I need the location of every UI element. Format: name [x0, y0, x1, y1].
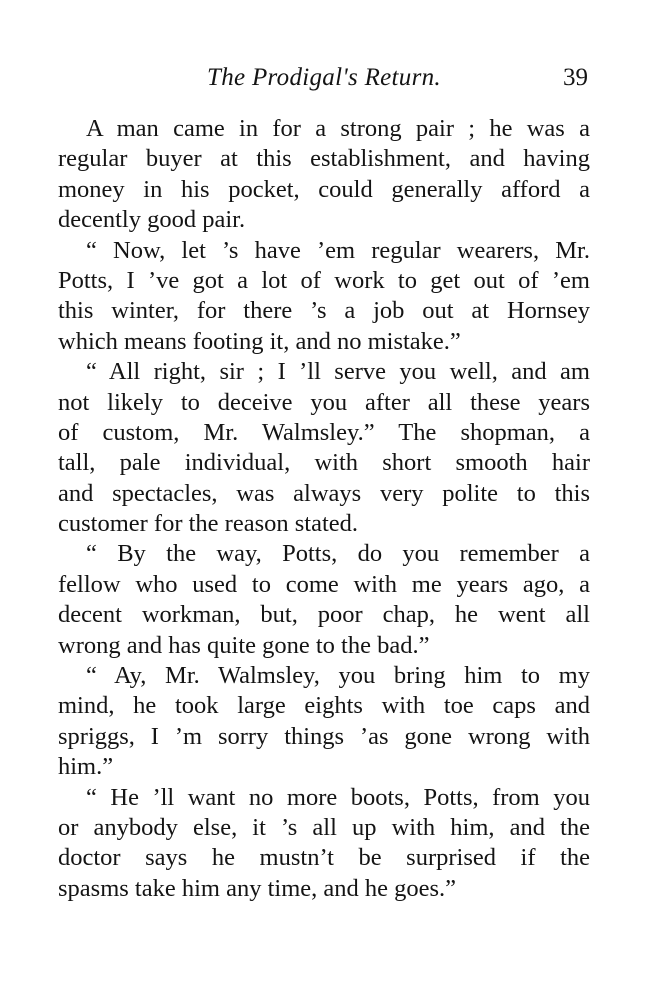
- text-line: “ By the way, Potts, do you remember a: [86, 540, 590, 568]
- text-line: decent workman, but, poor chap, he went all: [58, 601, 590, 629]
- text-line: decently good pair.: [58, 206, 246, 234]
- text-line: wrong and has quite gone to the bad.”: [58, 631, 430, 659]
- text-line: mind, he took large eights with toe caps and: [58, 692, 590, 720]
- text-line: which means footing it, and no mistake.”: [58, 327, 461, 355]
- text-line: and spectacles, was always very polite to this: [58, 479, 590, 507]
- text-line: not likely to deceive you after all these years: [58, 388, 590, 416]
- text-line: Potts, I ’ve got a lot of work to get out of ’em: [58, 266, 590, 294]
- text-line: this winter, for there ’s a job out at Hornsey: [58, 297, 590, 325]
- text-line: A man came in for a strong pair ; he was a: [86, 115, 590, 142]
- text-line: fellow who used to come with me years ago, a: [58, 570, 590, 598]
- running-head: [58, 60, 590, 96]
- text-line: him.”: [58, 753, 114, 781]
- text-line: doctor says he mustn’t be surprised if the: [58, 844, 590, 872]
- text-line: “ He ’ll want no more boots, Potts, from you: [86, 783, 590, 811]
- body-text: [58, 114, 590, 904]
- text-line: “ Now, let ’s have ’em regular wearers, Mr.: [86, 236, 590, 264]
- text-line: customer for the reason stated.: [58, 510, 359, 538]
- text-line: spriggs, I ’m sorry things ’as gone wrong with: [58, 722, 590, 750]
- text-line: money in his pocket, could generally afford a: [58, 175, 590, 203]
- text-line: of custom, Mr. Walmsley.” The shopman, a: [58, 418, 590, 446]
- text-line: regular buyer at this establishment, and having: [58, 145, 590, 173]
- text-line: “ Ay, Mr. Walmsley, you bring him to my: [86, 662, 590, 690]
- text-line: “ All right, sir ; I ’ll serve you well, and am: [86, 358, 590, 386]
- running-title: The Prodigal's Return.: [207, 64, 441, 91]
- page-number: 39: [563, 64, 588, 91]
- text-line: spasms take him any time, and he goes.”: [58, 874, 457, 902]
- text-line: tall, pale individual, with short smooth hair: [58, 449, 590, 477]
- text-line: or anybody else, it ’s all up with him, and the: [58, 813, 590, 841]
